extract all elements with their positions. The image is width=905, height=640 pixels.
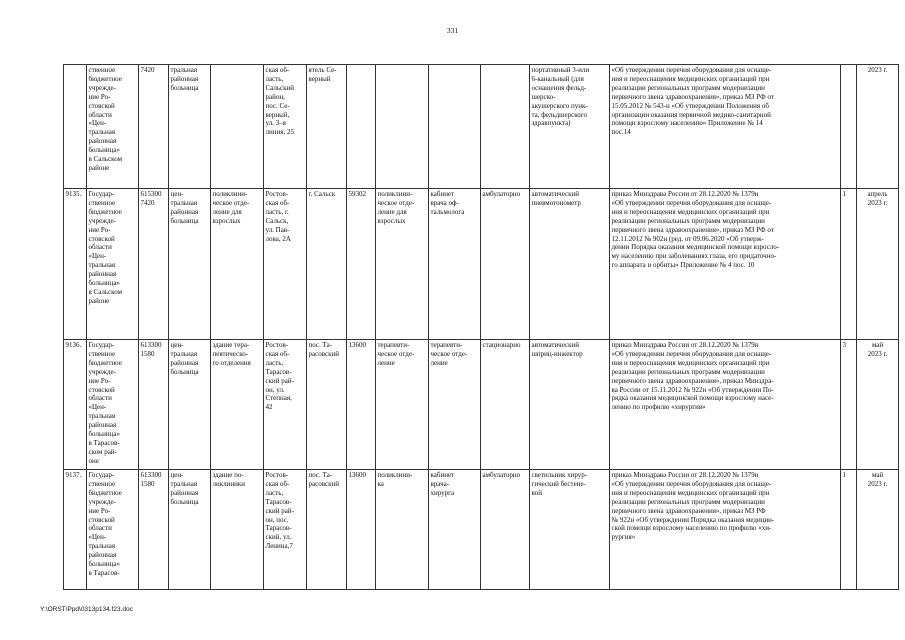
equipment: автоматический пневмотонометр xyxy=(530,189,610,340)
delivery-term: апрель 2023 г. xyxy=(857,189,899,340)
legal-basis: приказ Минздрава России от 28.12.2020 № 1379н «Об утверждении перечня оборудования для оснаще- ния и переоснащения медицинских организаций при реализации региональных программ модернизации первичного звена здравоохранения», приказ МЗ РФ от 12.11.2012 № 902н (ред. от 09.06.2020 «Об утверж- дении Порядка оказания медицинской помощи взросло- му населению при заболеваниях глаза, его придаточно- го аппарата и орбиты» Приложение № 4 пос. 10 xyxy=(610,189,841,340)
settlement: ятель Се- верный xyxy=(307,65,347,189)
settlement: пос. Та- расовский xyxy=(307,340,347,470)
delivery-term: май 2023 г. xyxy=(857,470,899,590)
quantity: 1 xyxy=(841,470,857,590)
unit-type: цен- тральная районная больница xyxy=(169,470,211,590)
organization-code: 615300 7420 xyxy=(139,189,169,340)
organization-name: Государ- ственное бюджетное учрежде- ние Ро- стовской области «Цен- тральная районная больница» в Тарасов- ском рай- оне xyxy=(87,340,139,470)
department: здание по- ликлиники xyxy=(211,470,264,590)
oktmo-code: 59302 xyxy=(347,189,376,340)
file-path-footer: Y:\ORST\Ppd\0313p134.f23.doc xyxy=(40,606,133,613)
organization-code: 7420 xyxy=(139,65,169,189)
department xyxy=(211,65,264,189)
page-number: 331 xyxy=(446,26,459,35)
quantity: 3 xyxy=(841,340,857,470)
table-row xyxy=(64,189,899,340)
delivery-term: 2023 г. xyxy=(857,65,899,189)
care-type: амбулаторно xyxy=(481,470,530,590)
room: терапевти- ческое отде- ление xyxy=(429,340,481,470)
room: кабинет врача- хирурга xyxy=(429,470,481,590)
organization-code: 613300 1580 xyxy=(139,470,169,590)
settlement: пос. Та- расовский xyxy=(307,470,347,590)
unit-type: цен- тральная районная больница xyxy=(169,340,211,470)
settlement: г. Сальск xyxy=(307,189,347,340)
quantity: 1 xyxy=(841,189,857,340)
equipment-table xyxy=(63,64,899,590)
table-row xyxy=(64,470,899,590)
organization-name: ственное бюджетное учрежде- ние Ро- стовской области «Цен- тральная районная больница» в Сальском районе xyxy=(87,65,139,189)
department: здание тера- певтическо- го отделения xyxy=(211,340,264,470)
room: кабинет врача оф- тальмолога xyxy=(429,189,481,340)
oktmo-code: 13600 xyxy=(347,340,376,470)
equipment: светильник хирур- гический бестене- вой xyxy=(530,470,610,590)
table-row xyxy=(64,65,899,189)
department: поликлини- ческое отде- ление для взрослых xyxy=(211,189,264,340)
row-number xyxy=(64,65,87,189)
unit-type: цен- тральная районная больница xyxy=(169,189,211,340)
profile: поликлини- ка xyxy=(376,470,429,590)
legal-basis: приказ Минздрава России от 28.12.2020 № 1379н «Об утверждении перечня оборудования для оснаще- ния и переоснащения медицинских организаций при реализации региональных программ модернизации первичного звена здравоохранения», приказ Минздра- ва России от 15.11.2012 № 922н «Об утверждении По- рядка оказания медицинской помощи взрослому насе- лению по профилю «хирургия» xyxy=(610,340,841,470)
organization-code: 613300 1580 xyxy=(139,340,169,470)
row-number: 9136. xyxy=(64,340,87,470)
unit-type: тральная районная больница xyxy=(169,65,211,189)
care-type xyxy=(481,65,530,189)
organization-name: Государ- ственное бюджетное учрежде- ние Ро- стовской области «Цен- тральная районная больница» в Сальском районе xyxy=(87,189,139,340)
delivery-term: май 2023 г. xyxy=(857,340,899,470)
equipment: портативный 3-или 6-канальный (для оснащения фельд- шерско- акушерского пунк- та, фельдшерского здравпункта) xyxy=(530,65,610,189)
row-number: 9135. xyxy=(64,189,87,340)
oktmo-code xyxy=(347,65,376,189)
care-type: амбулаторно xyxy=(481,189,530,340)
profile: поликлини- ческое отде- ление для взрослых xyxy=(376,189,429,340)
profile xyxy=(376,65,429,189)
legal-basis: «Об утверждении перечня оборудования для оснаще- ния и переоснащения медицинских организаций при реализации региональных программ модернизации первичного звена здравоохранения», приказ МЗ РФ от 15.05.2012 № 543-н «Об утверждении Положения об организации оказания первичной медико-санитарной помощи взрослому населению» Приложение № 14 пос.14 xyxy=(610,65,841,189)
care-type: стационарно xyxy=(481,340,530,470)
organization-name: Государ- ственное бюджетное учрежде- ние Ро- стовской области «Цен- тральная районная больница» в Тарасов- xyxy=(87,470,139,590)
room xyxy=(429,65,481,189)
quantity xyxy=(841,65,857,189)
row-number: 9137. xyxy=(64,470,87,590)
legal-basis: приказ Минздрава России от 28.12.2020 № 1379н «Об утверждении перечня оборудования для оснаще- ния и переоснащения медицинских организаций при реализации региональных программ модернизации первичного звена здравоохранения», приказ МЗ РФ № 922н «Об утверждении Порядка оказания медицин- ской помощи взрослому населению по профилю «хи- рургия» xyxy=(610,470,841,590)
address: Ростов- ская об- ласть, г. Сальск, ул. Пав- лова, 2А xyxy=(264,189,307,340)
address: Ростов- ская об- ласть, Тарасов- ский рай- он, пос. Тарасов- ский, ул. Ленина,7 xyxy=(264,470,307,590)
profile: терапевти- ческое отде- ление xyxy=(376,340,429,470)
address: Ростов- ская об- ласть, Тарасов- ский рай- он, ул. Степная, 42 xyxy=(264,340,307,470)
oktmo-code: 13600 xyxy=(347,470,376,590)
address: ская об- ласть, Сальский район, пос. Се- верный, ул. 3–я линия, 25 xyxy=(264,65,307,189)
table-row xyxy=(64,340,899,470)
equipment: автоматический шприц-инжектор xyxy=(530,340,610,470)
